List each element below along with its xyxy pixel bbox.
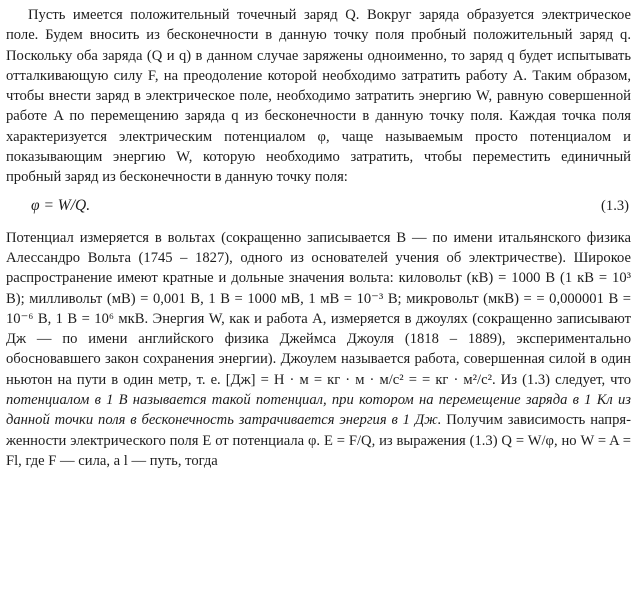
paragraph-units-text: Потенциал измеряется в вольтах (сокращенно записывается В — по имени итальянского физика Алессандро Вольта (1745 – 1827), одного из основателей учения об электричестве). Широкое распространение имеют кратные и дольные значения вольта: киловольт (кВ) = 1000 В (1 кВ = 10³ В); милливольт (мВ) = 0,001 В, 1 В = 1000 мВ, 1 мВ = 10⁻³ В; микровольт (мкВ) = = 0,000001 В = 10⁻⁶ В, 1 В = 10⁶ мкВ. Энергия W, как и работа A, измеряется в джоулях (сокращенно записывают Дж — по имени английского физика Джеймса Джоуля (1818 – 1889), экспериментально обосновавшего закон сохранения энергии). Джоулем называется работа, совершенная силой в один ньютон на пути в один метр, т. е. [Дж] = Н · м = кг · м · м/c² = = кг · м²/c². Из (1.3) следует, что [6, 229, 631, 388]
formula-expression: φ = W/Q. [31, 196, 91, 214]
paragraph-units-definition-italic: потенциалом в 1 В называется такой потенциал, при котором на перемещение заряда в 1 Кл из данной точки поля в бесконечность затрачивается энергия в 1 Дж. [6, 392, 631, 429]
paragraph-potential-definition: Пусть имеется положительный точечный заряд Q. Вокруг заряда образуется электрическое поле. Будем вносить из бесконечности в данную точку поля пробный положительный заряд q. Поскольку оба заряда (Q и q) в данном случае заряжены одноименно, то заряд q будет испытывать отталкивающую силу F, на преодоление которой необходимо затратить работу A. Таким образом, чтобы внести заряд в электрическое поле, необходимо затратить энергию W, равную совершенной работе A по перемещению заряда q из бесконечности в данную точку поля. Каждая точка поля характеризуется электрическим потенциалом φ, чаще называемым просто потенциалом и показывающим энергию W, которую необходимо затратить, чтобы переместить единичный пробный заряд из бесконечности в данную точку поля: [6, 7, 631, 186]
formula-number: (1.3) [601, 197, 629, 214]
formula-1-3 [6, 196, 631, 216]
paragraph-units [6, 228, 631, 472]
paragraph-units-conclusion: Получим зависимость напряженности электрического поля E от потенциала φ. E = F/Q, из выражения (1.3) Q = W/φ, но W = A = Fl, где F — сила, а l — путь, тогда [6, 412, 631, 469]
